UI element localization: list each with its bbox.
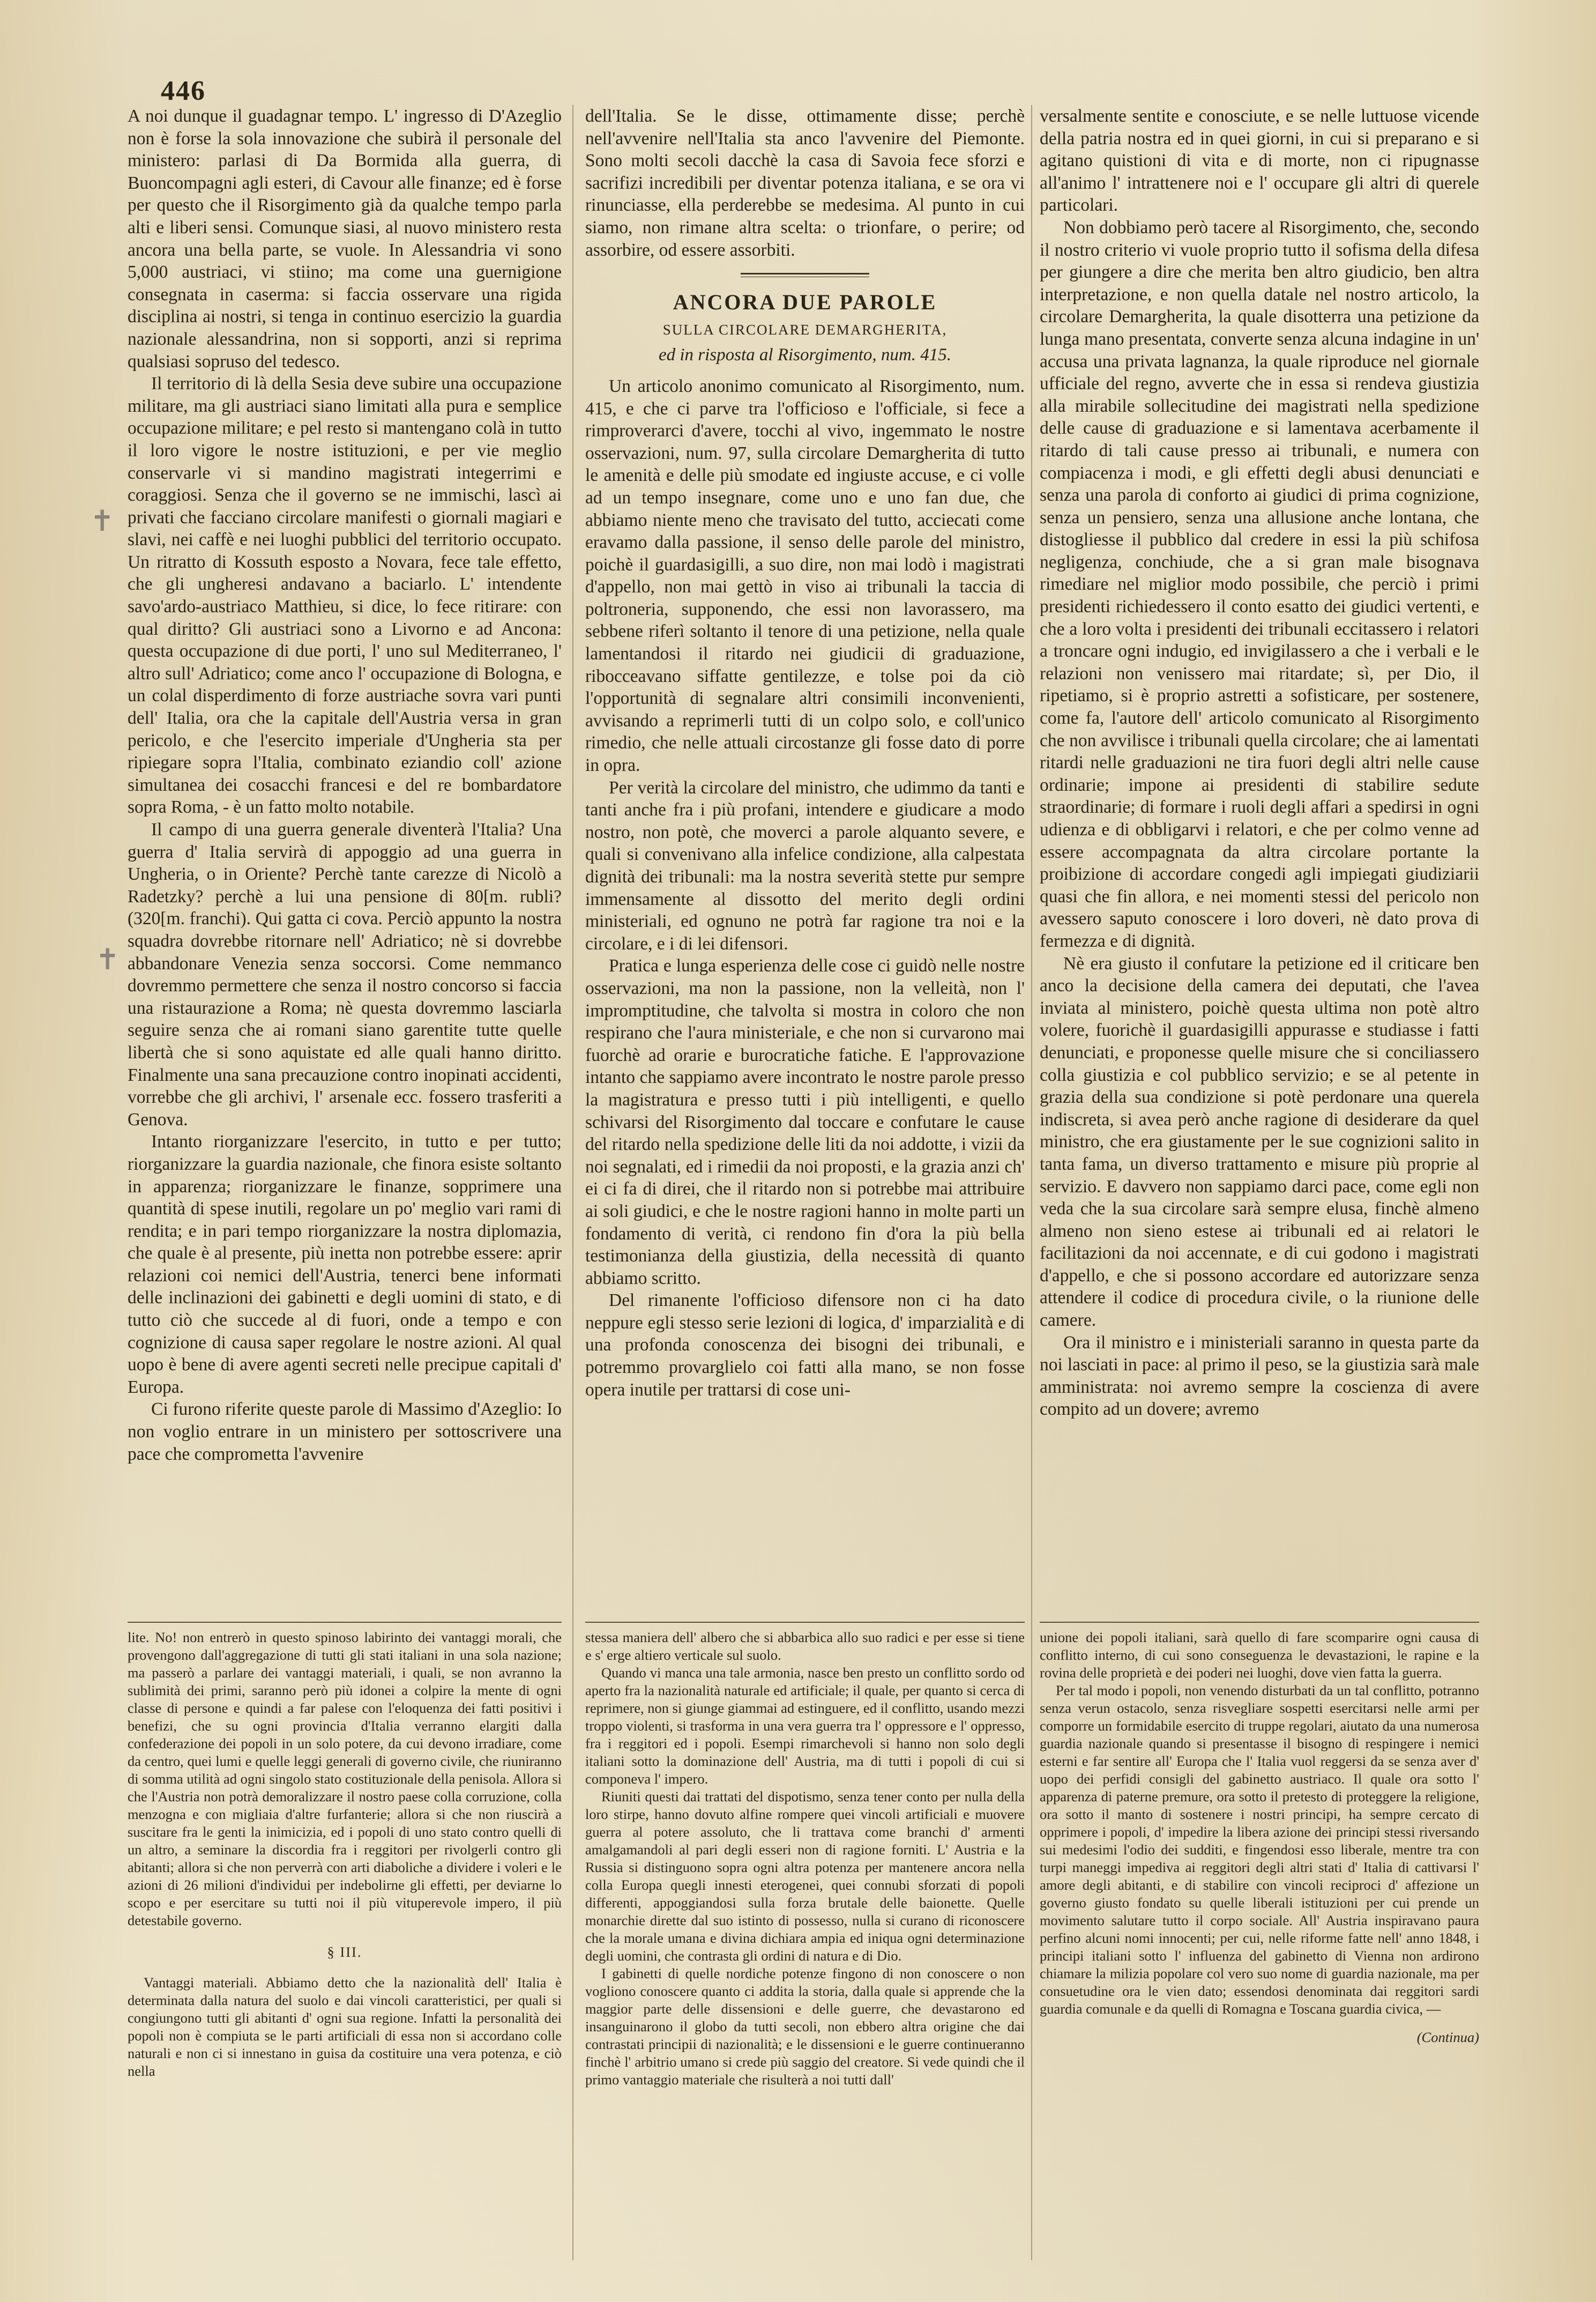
footnote-column-1: [128, 1629, 562, 2267]
column-rule: [1031, 105, 1032, 2260]
paragraph: Non dobbiamo però tacere al Risorgimento, che, secondo il nostro criterio vi vuole proprio tutto il sofisma della difesa per giungere a dire che merita ben altro giudicio, ben altra interpretazione, e non quella datale nel nostro articolo, la circolare Demargherita, la quale disotterra una petizione da lunga mano presentata, converte senza alcuna indagine in un' accusa una privata lagnanza, la quale riproduce nel giornale ufficiale del regno, avverte che in essa si rendeva giustizia alla mirabile sollecitudine dei magistrati nella spedizione delle cause di graduazione e si lamentava acerbamente il ritardo di tali cause presso ai tribunali, e numera con compiacenza i modi, e gli effetti degli abusi denunciati e senza una parola di conforto ai giudici di prima cognizione, senza un pensiero, senza una allusione anche lontana, che distogliesse il pubblico dal credere in essi la più schifosa negligenza, conchiude, che a si gran male bisognava rimediare nel miglior modo possibile, che perciò i primi presidenti richiedessero il conto esatto dei giudici vertenti, e che a loro volta i presidenti dei tribunali eccitassero i relatori a troncare ogni indugio, ed invigilassero a che i verbali e le relazioni non venissero mai ritardate; sì, per Dio, il ripetiamo, si è proprio astretti a sofisticare, per sostenere, come fa, l'autore dell' articolo comunicato al Risorgimento che non avvilisce i tribunali quella circolare; che ai lamentati ritardi nelle graduazioni ne tira fuori degli altri nelle cause ordinarie; impone ai presidenti di stabilire sedute straordinarie; di formare i ruoli degli affari a spedirsi in ogni udienza e di obbligarvi i relatori, e che per colmo venne ad essere accompagnata da altra circolare portante la proibizione di accordare congedi agli impiegati giudiziarii quasi che fin allora, e nei momenti stessi del pericolo non avessero saputo conoscere i loro doveri, nè dato prova di fermezza e di dignità.: [1040, 217, 1479, 951]
section-heading: § III.: [327, 1944, 362, 1960]
paragraph: Ci furono riferite queste parole di Massimo d'Azeglio: Io non voglio entrare in un ministero per sottoscrivere una pace che comprometta l'avvenire: [128, 1399, 562, 1464]
footnote-paragraph: Quando vi manca una tale armonia, nasce ben presto un conflitto sordo od aperto fra la nazionalità naturale ed artificiale; il quale, per quanto si cerca di reprimere, non si giunge giammai ad estinguere, ed il conflitto, usando mezzi troppo violenti, si trasforma in una vera guerra tra l' oppressore e l' oppresso, fra i reggitori ed i popoli. Esempi rimarchevoli si hanno non solo degli italiani sotto la dominazione dell' Austria, ma di tutti i popoli di cui si componeva l' impero.: [585, 1665, 1025, 1787]
footnote-paragraph: Riuniti questi dai trattati del dispotismo, senza tener conto per nulla della loro stirpe, hanno dovuto alfine rompere quei vincoli artificiali e muovere guerra al potere assoluto, che li trattava come branchi d' armenti amalgamandoli al pari degli esseri non di ragione forniti. L' Austria e la Russia si distinguono sopra ogni altra potenza per mantenere ancora nella colla Europa quegli innesti eterogenei, quei connubi sforzati di popoli differenti, appoggiandosi sulla forza brutale delle baionette. Quelle monarchie dirette dal suo istinto di possesso, nulla si curano di riconoscere che la morale umana e divina dichiara ampia ed iniqua ogni determinazione degli uomini, che contrasta gli ordini di natura e di Dio.: [585, 1788, 1025, 1964]
column-1: [128, 105, 562, 1708]
footnote-paragraph: stessa maniera dell' albero che si abbarbica allo suo radici e per esse si tiene e s' erge altiero verticale sul suolo.: [585, 1629, 1025, 1663]
footnote-paragraph: I gabinetti di quelle nordiche potenze fingono di non conoscere o non vogliono conoscere quanto ci addita la storia, dalla quale si apprende che la maggior parte delle dissensioni e delle guerre, che devastarono ed insanguinarono il globo da tutti secoli, non ebbero altra origine che dai contrastati principii di nazionalità; e le dissensioni e le guerre continueranno finchè l' arbitrio umano si crede più saggio del creatore. Si vede quindi che il primo vantaggio materiale che risulterà a noi tutti dall': [585, 1965, 1025, 2088]
paragraph: Pratica e lunga esperienza delle cose ci guidò nelle nostre osservazioni, ma non la passione, non la velleità, non l' impromptitudine, che talvolta si mostra in coloro che non respirano che l'aura ministeriale, e che non si curvarono mai fuorchè ad orarie e burocratiche fatiche. E l'approvazione intanto che sappiamo avere incontrato le nostre parole presso la magistratura e presso tutti i più intelligenti, e quello schivarsi del Risorgimento dal toccare e confutare le cause del ritardo nella spedizione delle liti da noi addotte, i vizii da noi segnalati, ed i rimedii da noi proposti, e la grazia anzi ch' ei ci fa di direi, che il ritardo non si potrebbe mai attribuire ai soli giudici, e che le nostre ragioni hanno in molte parti un fondamento di verità, ci rendono fin d'ora la più bella testimonianza della giustizia, della necessità di quanto abbiamo scritto.: [585, 956, 1025, 1288]
pencil-mark-icon: ✝: [95, 942, 120, 976]
paragraph: Del rimanente l'officioso difensore non ci ha dato neppure egli stesso serie lezioni di logica, d' imparzialità e di una profonda conoscenza dei bisogni dei tribunali, e potremmo provarglielo coi fatti alla mano, se non fosse opera inutile per trattarsi di cose uni-: [585, 1290, 1025, 1400]
pencil-mark-icon: ✝: [90, 504, 115, 538]
paragraph: versalmente sentite e conosciute, e se nelle luttuose vicende della patria nostra ed in quei giorni, in cui si preparano e si agitano quistioni di vita e di morte, non ci ripugnasse all'animo l' intrattenere noi e l' occupare gli altri di querele particolari.: [1040, 106, 1479, 216]
column-3: [1040, 105, 1479, 1708]
article-subtitle-2: ed in risposta al Risorgimento, num. 415.: [658, 345, 952, 365]
column-rule: [572, 105, 573, 2260]
article-heading: [585, 273, 1025, 367]
paragraph: Il campo di una guerra generale diventerà l'Italia? Una guerra d' Italia servirà di appoggio ad una guerra in Ungheria, o in Oriente? Perchè tante carezze di Nicolò a Radetzky? perchè a lui una pensione di 80[m. rubli? (320[m. franchi). Qui gatta ci cova. Perciò appunto la nostra squadra dovrebbe ritornare nell' Adriatico; nè si dovrebbe abbandonare Venezia senza soccorsi. Come nemmanco dovremmo permettere che senza il nostro concorso si faccia una ristaurazione a Roma; nè questa dovremmo lasciarla seguire senza che ai romani siano garentite tutte quelle libertà che si sono aquistate ed alle quali hanno diritto. Finalmente una sana precauzione contro inopinati accidenti, vorrebbe che gli archivi, l' arsenale ecc. fossero trasferiti a Genova.: [128, 820, 562, 1130]
footnote-paragraph: unione dei popoli italiani, sarà quello di fare scomparire ogni causa di conflitto interno, di cui sono conseguenza le devastazioni, le rapine e la rovina delle proprietà e dei poderi nei luoghi, dove vien fatta la guerra.: [1040, 1629, 1479, 1681]
footnote-paragraph: Vantaggi materiali. Abbiamo detto che la nazionalità dell' Italia è determinata dalla natura del suolo e dai vincoli caratteristici, per quali si congiungono tutti gli abitanti d' ogni sua regione. Infatti la personalità dei popoli non è compiuta se le parti artificiali di essa non si accordano colle naturali e non ci si innestano in guisa da costituire una vera potenza, e ciò nella: [128, 1974, 562, 2079]
paragraph: Il territorio di là della Sesia deve subire una occupazione militare, ma gli austriaci siano limitati alla pura e semplice occupazione militare; e pel resto si mantengano colà in tutto il loro vigore le nostre istituzioni, e per vie meglio conservarle vi si mandino magistrati integerrimi e coraggiosi. Senza che il governo se ne immischi, lascì ai privati che facciano circolare manifesti o giornali magiari e slavi, nei caffè e nei luoghi pubblici del territorio occupato. Un ritratto di Kossuth esposto a Novara, fece tale effetto, che gli ungheresi andavano a baciarlo. L' intendente savo'ardo-austriaco Matthieu, si dice, lo fece ritirare: con qual diritto? Gli austriaci sono a Livorno e ad Ancona: questa occupazione di due porti, l' uno sul Mediterraneo, l' altro sull' Adriatico; come anco l' occupazione di Bologna, e un colal disperdimento di forze austriache sovra vari punti dell' Italia, ora che la capitale dell'Austria versa in gran pericolo, e che l'esercito imperiale d'Ungheria sta per ripiegare sopra l'Italia, combinato eziandio coll' azione simultanea dei cosacchi francesi e del re bombardatore sopra Roma, - è un fatto molto notabile.: [128, 374, 562, 818]
ornament-rule: [741, 273, 869, 277]
footnote-paragraph: lite. No! non entrerò in questo spinoso labirinto dei vantaggi morali, che provengono dall'aggregazione di tutti gli stati italiani in una sola nazione; ma passerò a parlare dei vantaggi materiali, i quali, se non avranno la sublimità dei primi, saranno però più idonei a colpire la mente di ogni classe di persone e quindi a far palese con l'eloquenza dei fatti positivi i benefizi, che su ogni provincia d'Italia verranno elargiti dalla confederazione dei popoli in un solo potere, da cui devono irradiare, come da centro, quei lumi e quelle leggi generali di governo civile, che riuniranno di somma utilità ad ogni singolo stato costituzionale della penisola. Allora si che l'Austria non potrà demoralizzare il nostro paese colla corruzione, colla menzogna e con migliaia d'altre furfanterie; allora si che non riuscirà a suscitare fra le genti la inimicizia, ed i popoli di uno stato contro quelli di un altro, a seminare la discordia fra i reggitori per rivolgerli contro gli abitanti; allora si che non perverrà con arti diaboliche a dividere i voleri e le azioni di 26 milioni d'individui per indebolirne gli effetti, per deviarne lo scopo e per esercitare su tutti noi il più vituperevole impero, il più detestabile governo.: [128, 1629, 562, 1928]
paragraph: Un articolo anonimo comunicato al Risorgimento, num. 415, e che ci parve tra l'officioso e l'officiale, si fece a rimproverarci d'avere, tocchi al vivo, ingemmato le nostre osservazioni, num. 97, sulla circolare Demargherita di tutto le amenità e delle più smodate ed ingiuste accuse, e ci volle ad un tempo insegnare, come uno e uno fan due, che abbiamo niente meno che travisato del tutto, acciecati come eravamo dalla passione, il senso delle parole del ministro, poichè il guardasigilli, a suo dire, non mai lodò i magistrati d'appello, non mai gettò in viso ai tribunali la taccia di poltroneria, supponendo, che essi non lavorassero, ma sebbene riferì soltanto il tenore di una petizione, nella quale lamentandosi il ritardo nei giudicii di graduazione, ribocceavano siffatte gentilezze, e tolse poi da ciò l'opportunità di segnalare altri consimili inconvenienti, avvisando a reprimerli tutti di un colpo solo, e coll'unico rimedio, che nelle attuali circostanze gli fosse dato di porre in opra.: [585, 376, 1025, 776]
paragraph: Intanto riorganizzare l'esercito, in tutto e per tutto; riorganizzare la guardia nazionale, che finora esiste soltanto in apparenza; riorganizzare le finanze, sopprimere una quantità di spese inutili, regolare un po' meglio vari rami di rendita; e in pari tempo riorganizzare la nostra diplomazia, che quale è al presente, più inetta non potrebbe essere: aprir relazioni coi nemici dell'Austria, tenerci bene informati delle inclinazioni dei gabinetti e degli uomini di stato, e di tutto ciò che succede al di fuori, onde a tempo e con cognizione di causa saper regolare le nostre azioni. Al qual uopo è bene di avere agenti secreti nelle precipue capitali d' Europa.: [128, 1132, 562, 1397]
continua-label: (Continua): [1416, 2029, 1479, 2045]
paragraph: dell'Italia. Se le disse, ottimamente disse; perchè nell'avvenire nell'Italia sta anco l'avvenire del Piemonte. Sono molti secoli dacchè la casa di Savoia fece sforzi e sacrifizi incredibili per diventar potenza italiana, e se ora vi rinunciasse, ella perderebbe se medesima. Al punto in cui siamo, non rimane altra scelta: o trionfare, o perire; od assorbire, od essere assorbiti.: [585, 106, 1025, 260]
footnote-rule: [1040, 1622, 1479, 1623]
footnote-paragraph: Per tal modo i popoli, non venendo disturbati da un tal conflitto, potranno senza verun ostacolo, senza risvegliare sospetti esercitarsi nelle armi per comporre un formidabile esercito di truppe regolari, aiutato da una numerosa guardia nazionale quando si presentasse il bisogno di respingere i nemici esterni e far sentire all' Europa che l' Italia vuol reggersi da se senza aver d' uopo dei perfidi consigli del gabinetto austriaco. Il quale ora sotto l' apparenza di paterne premure, ora sotto il pretesto di proteggere la religione, ora sotto il manto di sostenere i nostri principi, ha sempre cercato di opprimere i popoli, d' impedire la libera azione dei principi stessi riversando sui medesimi l'odio dei sudditi, e fingendosi esso liberale, mentre tra con turpi maneggi impediva ai reggitori degli altri stati d' Italia di cattivarsi l' amore degli abitanti, e di stabilire con vincoli reciproci d' affezione un governo giusto fondato su quelle liberali istituzioni per cui prende un movimento salutare tutto il corpo sociale. All' Austria inspiravano paura perfino alcuni nomi innocenti; per cui, nelle riforme fatte nell' anno 1848, i principi italiani sotto l' influenza del gabinetto di Vienna non ardirono chiamare la milizia popolare col vero suo nome di guardia nazionale, ma per consuetudine ora le vien dato; essendosi denominata dai reggitori sardi guardia comunale e da quelli di Romagna e Toscana guardia civica, —: [1040, 1682, 1479, 2017]
paragraph: Ora il ministro e i ministeriali saranno in questa parte da noi lasciati in pace: al primo il peso, se la giustizia sarà male amministrata: noi avremo sempre la coscienza di avere compito ad un dovere; avremo: [1040, 1332, 1479, 1420]
footnote-rule: [585, 1622, 1025, 1623]
article-title: ANCORA DUE PAROLE: [673, 290, 937, 315]
paragraph: Nè era giusto il confutare la petizione ed il criticare ben anco la decisione della camera dei deputati, che l'avea inviata al ministero, poichè questa ultima non potè altro volere, fuorichè il guardasigilli appurasse e studiasse i fatti denunciati, e proponesse quelle misure che si conciliassero colla giustizia e col pubblico servizio; e se al petente in grazia della sua condizione si potè perdonare una querela indiscreta, si avea però anche ragione di desiderare da quel ministro, che era giustamente per le sue cognizioni salito in tanta fama, un diverso trattamento e misure più proprie al servizio. E davvero non sappiamo darci pace, come egli non veda che la sua circolare sarà sempre elusa, finchè almeno almeno non sieno estese ai tribunali ed ai relatori le facilitazioni da noi accennate, e di cui godono i magistrati d'appello, e che si possono accordare ed autorizzare senza attendere il codice di procedura civile, o la riunione delle camere.: [1040, 953, 1479, 1331]
paragraph: Per verità la circolare del ministro, che udimmo da tanti e tanti anche fra i più profani, intendere e giudicare a modo nostro, non potè, che moverci a parole alquanto severe, e quali si convenivano alla infelice condizione, alla calpestata dignità dei tribunali: ma la nostra severità stette pur sempre immensamente al dissotto del merito degli ordini ministeriali, ed ognuno ne potrà far ragione tra noi e la circolare, e i di lei difensori.: [585, 777, 1025, 954]
page-number: 446: [161, 76, 206, 106]
column-2: [585, 105, 1025, 1708]
article-subtitle: SULLA CIRCOLARE DEMARGHERITA,: [662, 321, 948, 338]
paragraph: A noi dunque il guadagnar tempo. L' ingresso di D'Azeglio non è forse la sola innovazione che subirà il personale del ministero: parlasi di Da Bormida alla guerra, di Buoncompagni agli esteri, di Cavour alle finanze; ed è forse per questo che il Risorgimento già da qualche tempo parla alti e liberi sensi. Comunque siasi, al nuovo ministero resta ancora una bella parte, se vuole. In Alessandria vi sono 5,000 austriaci, vi stiino; ma come una guernigione consegnata in caserma: si faccia osservare una rigida disciplina ai nostri, si tenga in continuo esercizio la guardia nazionale alessandrina, non si sopporti, anzi si reprima qualsiasi sopruso del tedesco.: [128, 106, 562, 372]
footnote-column-3: [1040, 1629, 1479, 2267]
footnote-rule: [128, 1622, 562, 1623]
footnote-column-2: [585, 1629, 1025, 2267]
